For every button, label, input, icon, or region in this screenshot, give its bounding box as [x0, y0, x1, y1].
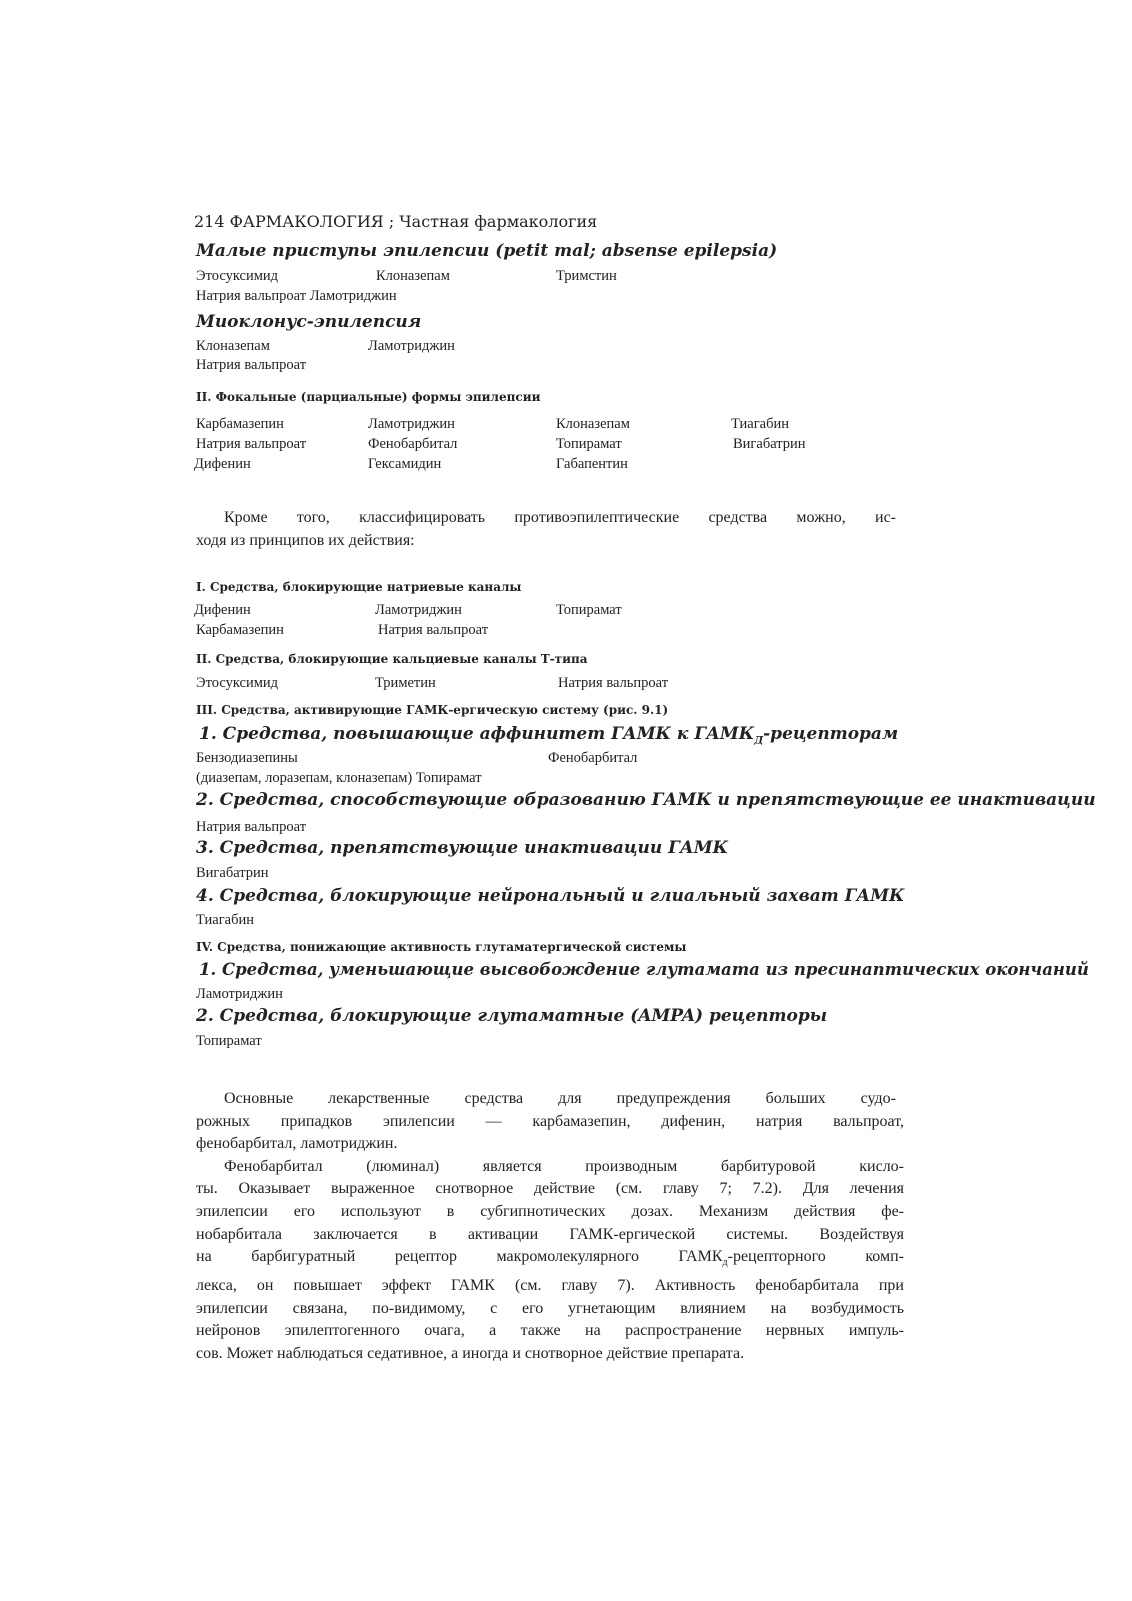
- gaba-subheading-2: 2. Средства, способствующие образованию ГАМК и препятствующие ее инактивации: [196, 790, 1096, 810]
- gaba-subheading-3: 3. Средства, препятствующие инактивации ГАМК: [196, 838, 729, 858]
- paragraph-line: Основные лекарственные средства для предупреждения больших судо-: [224, 1090, 896, 1107]
- drug-name: Натрия вальпроат: [196, 819, 307, 835]
- focal-heading: II. Фокальные (парциальные) формы эпилепсии: [196, 390, 541, 404]
- paragraph-line: рожных припадков эпилепсии — карбамазепин, дифенин, натрия вальпроат,: [196, 1112, 904, 1130]
- glutamate-subheading-1: 1. Средства, уменьшающие высвобождение глутамата из пресинаптических окончаний: [199, 960, 1089, 979]
- drug-name: Клоназепам: [196, 338, 270, 354]
- paragraph-line: лекса, он повышает эффект ГАМК (см. главу 7). Активность фенобарбитала при: [196, 1276, 904, 1294]
- drug-name: (диазепам, лоразепам, клоназепам) Топирамат: [196, 770, 482, 786]
- gaba-subheading-1: 1. Средства, повышающие аффинитет ГАМК к $ГАМК_Д$-рецепторам: [199, 724, 899, 747]
- paragraph-line: фенобарбитал, ламотриджин.: [196, 1135, 398, 1153]
- drug-name: Габапентин: [556, 456, 628, 472]
- drug-name: Дифенин: [194, 602, 251, 618]
- drug-name: Вигабатрин: [733, 436, 806, 452]
- drug-name: Триметин: [375, 675, 436, 691]
- sodium-channel-heading: I. Средства, блокирующие натриевые каналы: [196, 580, 522, 594]
- body-text: [196, 1088, 904, 1365]
- petit-mal-heading: Малые приступы эпилепсии (petit mal; absense epilepsia): [196, 241, 778, 261]
- drug-name: Этосуксимид: [196, 268, 279, 284]
- drug-name: Натрия вальпроат: [558, 675, 669, 691]
- paragraph-line: нобарбитала заключается в активации ГАМК-ергической системы. Воздействуя: [196, 1225, 904, 1243]
- paragraph-line: сов. Может наблюдаться седативное, а иногда и снотворное действие препарата.: [196, 1344, 745, 1362]
- drug-name: Клоназепам: [376, 268, 450, 284]
- drug-name: Топирамат: [556, 436, 622, 452]
- drug-name: Фенобарбитал: [368, 436, 458, 452]
- drug-name: Натрия вальпроат Ламотриджин: [196, 288, 397, 304]
- paragraph-line: эпилепсии связана, по-видимому, с его угнетающим влиянием на возбудимость: [196, 1299, 904, 1317]
- drug-name: Натрия вальпроат: [378, 622, 489, 638]
- paragraph-line: ты. Оказывает выраженное снотворное действие (см. главу 7; 7.2). Для лечения: [196, 1180, 904, 1198]
- drug-name: Тиагабин: [196, 912, 254, 928]
- paragraph-line: Фенобарбитал (люминал) является производным барбитуровой кисло-: [224, 1157, 904, 1175]
- drug-name: Топирамат: [556, 602, 622, 618]
- paragraph-line: эпилепсии его используют в субгипнотических дозах. Механизм действия фе-: [196, 1202, 904, 1220]
- calcium-channel-heading: II. Средства, блокирующие кальциевые каналы Т-типа: [196, 652, 588, 666]
- drug-name: Бензодиазепины: [196, 750, 298, 766]
- drug-name: Этосуксимид: [196, 675, 279, 691]
- paragraph-line: Кроме того, классифицировать противоэпилептические средства можно, ис-: [224, 509, 896, 526]
- drug-name: Карбамазепин: [196, 416, 284, 432]
- drug-name: Ламотриджин: [375, 602, 462, 618]
- gaba-heading: III. Средства, активирующие ГАМК-ергическую систему (рис. 9.1): [196, 703, 669, 717]
- drug-name: Ламотриджин: [368, 416, 455, 432]
- drug-name: Ламотриджин: [368, 338, 455, 354]
- glutamate-heading: IV. Средства, понижающие активность глутаматергической системы: [196, 940, 687, 954]
- drug-name: Гексамидин: [368, 456, 442, 472]
- intro-paragraph: [196, 507, 896, 552]
- drug-name: Натрия вальпроат: [196, 357, 307, 373]
- drug-name: Фенобарбитал: [548, 750, 638, 766]
- drug-name: Топирамат: [196, 1033, 262, 1049]
- drug-name: Ламотриджин: [196, 986, 283, 1002]
- myoclonus-heading: Миоклонус-эпилепсия: [196, 312, 422, 332]
- drug-name: Дифенин: [194, 456, 251, 472]
- glutamate-subheading-2: 2. Средства, блокирующие глутаматные (AMPA) рецепторы: [196, 1006, 828, 1026]
- drug-name: Клоназепам: [556, 416, 630, 432]
- drug-name: Тримстин: [556, 268, 617, 284]
- paragraph-line: ходя из принципов их действия:: [196, 531, 415, 549]
- drug-name: Карбамазепин: [196, 622, 284, 638]
- drug-name: Тиагабин: [731, 416, 789, 432]
- drug-name: Натрия вальпроат: [196, 436, 307, 452]
- paragraph-line: нейронов эпилептогенного очага, а также на распространение нервных импуль-: [196, 1322, 904, 1340]
- drug-name: Вигабатрин: [196, 865, 269, 881]
- running-header: 214 ФАРМАКОЛОГИЯ ; Частная фармакология: [194, 212, 598, 231]
- paragraph-line: на барбигуратный рецептор макромолекулярного $ГАМК_д$-рецепторного комп-: [196, 1248, 904, 1269]
- gaba-subheading-4: 4. Средства, блокирующие нейрональный и глиальный захват ГАМК: [196, 886, 905, 906]
